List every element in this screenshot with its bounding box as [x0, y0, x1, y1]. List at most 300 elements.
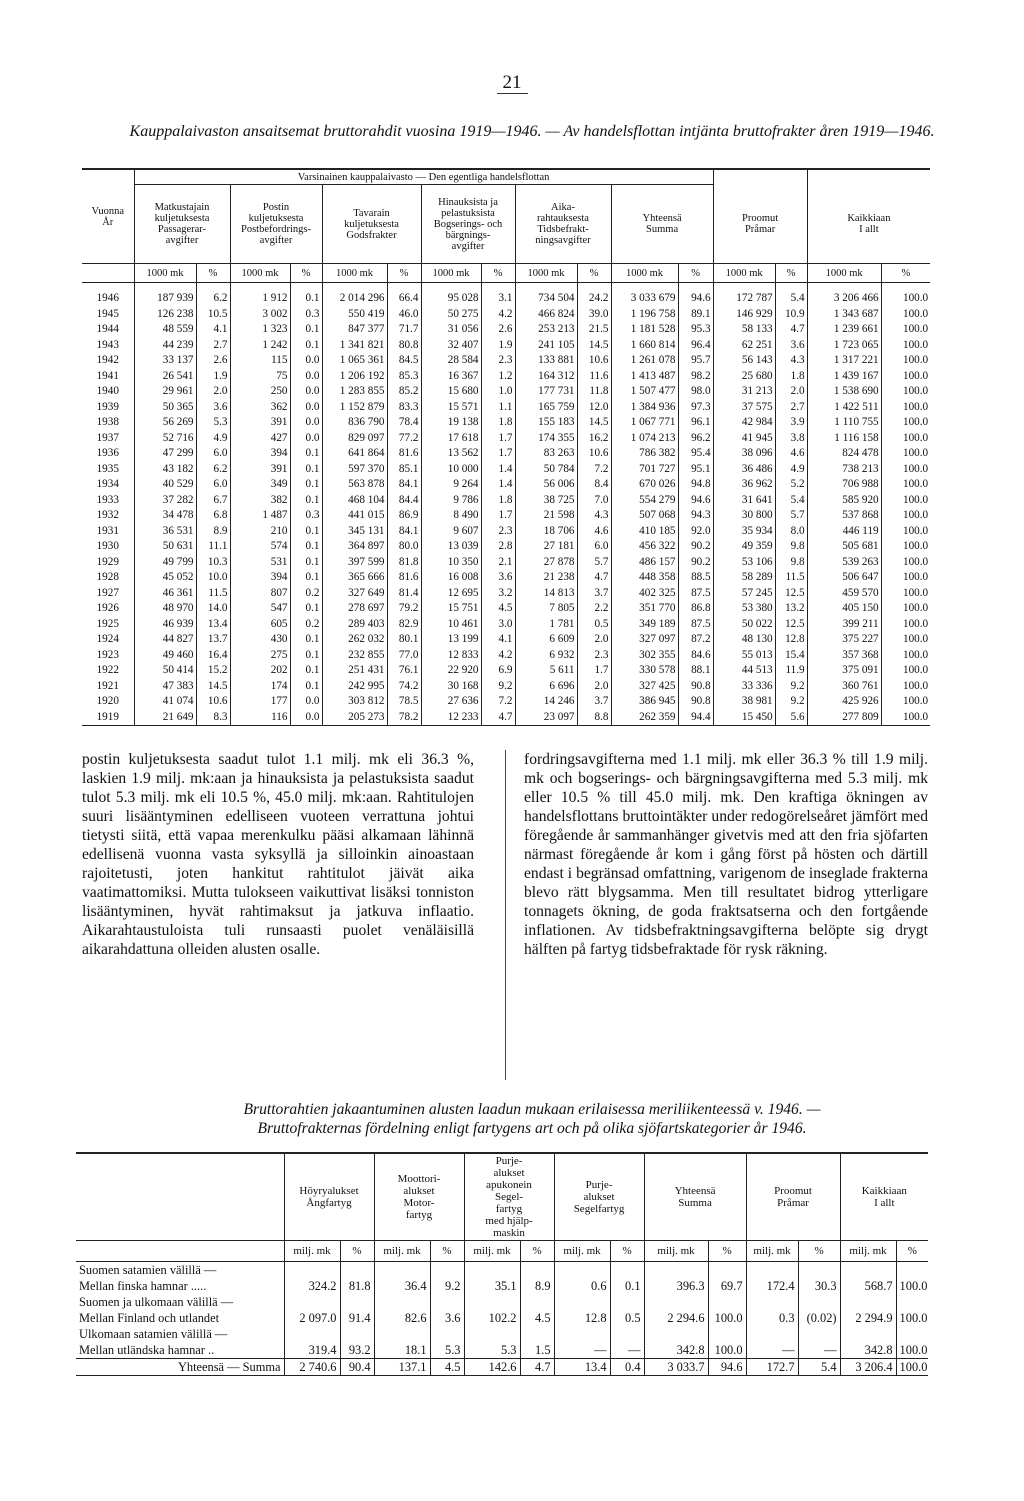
amount-cell: 1 283 855 — [322, 384, 387, 400]
amount-cell: 342.8 — [644, 1342, 708, 1359]
table-row — [82, 322, 930, 338]
amount-cell: 137.1 — [374, 1359, 430, 1376]
t2-header-motor: Moottori- alukset Motor- fartyg — [374, 1153, 464, 1241]
percent-cell: 8.0 — [775, 524, 807, 540]
percent-cell: 0.1 — [290, 555, 322, 571]
amount-cell: 50 275 — [421, 307, 481, 323]
amount-cell: 3 206 466 — [807, 283, 881, 307]
table-row — [82, 586, 930, 602]
percent-cell: 78.2 — [387, 710, 421, 726]
amount-cell: 734 504 — [515, 283, 577, 307]
percent-cell: 100.0 — [902, 338, 929, 351]
header-barges: Proomut Pråmar — [713, 185, 807, 264]
percent-cell: 14.0 — [196, 601, 230, 617]
percent-cell: 87.2 — [678, 632, 713, 648]
percent-cell: 84.4 — [387, 493, 421, 509]
amount-cell: 394 — [230, 570, 290, 586]
amount-cell: 49 359 — [713, 539, 775, 555]
percent-cell: 0.1 — [290, 283, 322, 307]
percent-cell: 94.8 — [678, 477, 713, 493]
percent-cell: 93.2 — [340, 1342, 374, 1359]
amount-cell: 6 696 — [515, 679, 577, 695]
percent-cell: 92.0 — [678, 524, 713, 540]
percent-cell: 6.7 — [196, 493, 230, 509]
year-cell: 1946 — [82, 283, 134, 307]
percent-cell: 97.3 — [678, 400, 713, 416]
percent-cell: 100.0 — [902, 416, 929, 428]
percent-cell: 2.0 — [577, 679, 611, 695]
table-row — [82, 508, 930, 524]
amount-cell: 27 181 — [515, 539, 577, 555]
amount-cell: 1 507 477 — [611, 384, 678, 400]
amount-cell: 786 382 — [611, 446, 678, 462]
amount-cell: 15 680 — [421, 384, 481, 400]
unit-percent: % — [520, 1241, 554, 1262]
amount-cell: 27 878 — [515, 555, 577, 571]
unit-percent: % — [775, 264, 807, 283]
amount-cell: 330 578 — [611, 663, 678, 679]
amount-cell: 42 984 — [713, 415, 775, 431]
unit-percent: % — [340, 1241, 374, 1262]
amount-cell: 82.6 — [374, 1310, 430, 1326]
percent-cell: 0.3 — [290, 307, 322, 323]
amount-cell: 5.3 — [464, 1342, 520, 1359]
amount-cell: 95 028 — [421, 283, 481, 307]
unit-percent: % — [290, 264, 322, 283]
percent-cell: 1.0 — [481, 384, 515, 400]
percent-cell: 0.0 — [290, 710, 322, 726]
amount-cell: 28 584 — [421, 353, 481, 369]
percent-cell: 0.1 — [290, 601, 322, 617]
amount-cell: 36 962 — [713, 477, 775, 493]
amount-cell: 10 000 — [421, 462, 481, 478]
percent-cell: 10.9 — [775, 307, 807, 323]
percent-cell: 1.7 — [481, 431, 515, 447]
amount-cell: 21 649 — [134, 710, 196, 726]
amount-cell: 52 716 — [134, 431, 196, 447]
percent-cell: 30.3 — [798, 1278, 840, 1294]
percent-cell: 5.3 — [430, 1342, 464, 1359]
amount-cell: 19 138 — [421, 415, 481, 431]
percent-cell: 80.1 — [387, 632, 421, 648]
amount-cell: 50 631 — [134, 539, 196, 555]
text-column-finnish — [82, 750, 474, 959]
amount-cell: 342.8 — [840, 1342, 896, 1359]
amount-cell: 303 812 — [322, 694, 387, 710]
amount-cell: 12.8 — [554, 1310, 610, 1326]
row-label: Yhteensä — Summa — [76, 1359, 284, 1376]
percent-cell: 84.5 — [387, 353, 421, 369]
t2-header-steam: Höyryalukset Ångfartyg — [284, 1153, 374, 1241]
amount-cell: 50 022 — [713, 617, 775, 633]
t2-header-total: Kaikkiaan I allt — [861, 1185, 907, 1209]
percent-cell: 82.9 — [387, 617, 421, 633]
amount-cell: 232 855 — [322, 648, 387, 664]
percent-cell: 0.2 — [290, 586, 322, 602]
amount-cell: 597 370 — [322, 462, 387, 478]
amount-cell: 146 929 — [713, 307, 775, 323]
table-row — [82, 601, 930, 617]
unit-amount: 1000 mk — [807, 264, 881, 283]
percent-cell: 7.2 — [577, 462, 611, 478]
percent-cell: 13.7 — [196, 632, 230, 648]
percent-cell: 2.3 — [481, 353, 515, 369]
title2-sv: Bruttofrakternas fördelning enligt fartygens art och på olika sjöfartskategorier år 1946. — [257, 1120, 807, 1137]
percent-cell: 2.7 — [775, 400, 807, 416]
percent-cell: 76.1 — [387, 663, 421, 679]
percent-cell: 6.9 — [481, 663, 515, 679]
percent-cell: 11.5 — [775, 570, 807, 586]
amount-cell: 23 097 — [515, 710, 577, 726]
percent-cell: 100.0 — [708, 1310, 746, 1326]
amount-cell: 116 — [230, 710, 290, 726]
amount-cell: 9 607 — [421, 524, 481, 540]
percent-cell: 3.6 — [430, 1310, 464, 1326]
header-sum: Yhteensä Summa — [611, 185, 713, 264]
amount-cell: 31 641 — [713, 493, 775, 509]
percent-cell: 100.0 — [902, 555, 929, 568]
percent-cell: 0.1 — [290, 493, 322, 509]
table-row — [82, 384, 930, 400]
amount-cell: 1 439 167 — [807, 369, 881, 385]
amount-cell: 1 239 661 — [807, 322, 881, 338]
percent-cell: 74.2 — [387, 679, 421, 695]
percent-cell: 13.4 — [196, 617, 230, 633]
amount-cell: 3 206.4 — [840, 1359, 896, 1376]
amount-cell: 14 813 — [515, 586, 577, 602]
amount-cell: 1 912 — [230, 283, 290, 307]
amount-cell: 46 939 — [134, 617, 196, 633]
amount-cell: 456 322 — [611, 539, 678, 555]
percent-cell: 81.6 — [387, 446, 421, 462]
amount-cell: 327 649 — [322, 586, 387, 602]
percent-cell: 11.8 — [577, 384, 611, 400]
percent-cell: 6.8 — [196, 508, 230, 524]
percent-cell: 1.8 — [481, 493, 515, 509]
amount-cell: 2 014 296 — [322, 283, 387, 307]
amount-cell: 36 531 — [134, 524, 196, 540]
table-row — [76, 1278, 928, 1294]
amount-cell: 43 182 — [134, 462, 196, 478]
year-cell: 1929 — [82, 555, 134, 571]
percent-cell: 3.6 — [196, 400, 230, 416]
percent-cell: 90.2 — [678, 555, 713, 571]
percent-cell: 10.6 — [577, 353, 611, 369]
amount-cell: 36.4 — [374, 1278, 430, 1294]
amount-cell: 365 666 — [322, 570, 387, 586]
percent-cell: 100.0 — [902, 478, 929, 490]
table-row — [76, 1359, 928, 1376]
percent-cell: 100.0 — [896, 1359, 928, 1376]
percent-cell: 1.9 — [481, 338, 515, 354]
percent-cell: 0.1 — [290, 663, 322, 679]
percent-cell: 2.3 — [577, 648, 611, 664]
amount-cell: 430 — [230, 632, 290, 648]
percent-cell: 6.0 — [196, 477, 230, 493]
amount-cell: 641 864 — [322, 446, 387, 462]
header-postal: Postin kuljetuksesta Postbefordrings- avgifter — [230, 185, 322, 264]
percent-cell: 0.1 — [290, 446, 322, 462]
amount-cell: 18 706 — [515, 524, 577, 540]
amount-cell: 56 269 — [134, 415, 196, 431]
amount-cell: 242 995 — [322, 679, 387, 695]
amount-cell: 466 824 — [515, 307, 577, 323]
percent-cell: 8.9 — [520, 1278, 554, 1294]
percent-cell: 100.0 — [902, 540, 929, 552]
amount-cell: 50 365 — [134, 400, 196, 416]
percent-cell: 0.3 — [290, 508, 322, 524]
percent-cell: 15.4 — [775, 648, 807, 664]
amount-cell: 16 008 — [421, 570, 481, 586]
percent-cell: 80.0 — [387, 539, 421, 555]
percent-cell: 100.0 — [708, 1342, 746, 1359]
year-cell: 1942 — [82, 353, 134, 369]
percent-cell: 100.0 — [902, 462, 929, 475]
freight-distribution-table — [76, 1152, 928, 1376]
amount-cell: 83 263 — [515, 446, 577, 462]
amount-cell: 174 355 — [515, 431, 577, 447]
amount-cell: 345 131 — [322, 524, 387, 540]
unit-amount: milj. mk — [464, 1241, 520, 1262]
amount-cell: 15 450 — [713, 710, 775, 726]
percent-cell: 100.0 — [902, 354, 929, 366]
amount-cell: 550 419 — [322, 307, 387, 323]
percent-cell: 84.1 — [387, 477, 421, 493]
percent-cell: 2.0 — [196, 384, 230, 400]
amount-cell: 807 — [230, 586, 290, 602]
percent-cell: 94.4 — [678, 710, 713, 726]
percent-cell: 0.1 — [290, 632, 322, 648]
t2-header-barges: Proomut Pråmar — [746, 1153, 840, 1241]
percent-cell: 85.2 — [387, 384, 421, 400]
amount-cell: 302 355 — [611, 648, 678, 664]
percent-cell: 4.6 — [775, 446, 807, 462]
title-separator: — — [545, 123, 560, 140]
amount-cell: 37 282 — [134, 493, 196, 509]
amount-cell: 391 — [230, 415, 290, 431]
percent-cell: 1.2 — [481, 369, 515, 385]
amount-cell: 41 945 — [713, 431, 775, 447]
percent-cell: 5.2 — [775, 477, 807, 493]
percent-cell: 5.7 — [577, 555, 611, 571]
column-divider — [505, 750, 506, 1080]
unit-percent: % — [881, 264, 930, 283]
percent-cell: 4.7 — [520, 1359, 554, 1376]
unit-amount: 1000 mk — [322, 264, 387, 283]
percent-cell: 1.4 — [481, 462, 515, 478]
unit-percent: % — [708, 1241, 746, 1262]
unit-amount: 1000 mk — [611, 264, 678, 283]
percent-cell: 4.7 — [775, 322, 807, 338]
amount-cell: — — [746, 1342, 798, 1359]
amount-cell: 505 681 — [807, 539, 881, 555]
percent-cell: 3.1 — [481, 283, 515, 307]
amount-cell: 27 636 — [421, 694, 481, 710]
t2-units-row — [76, 1241, 928, 1262]
amount-cell: 9 264 — [421, 477, 481, 493]
unit-percent: % — [610, 1241, 644, 1262]
amount-cell: 187 939 — [134, 283, 196, 307]
table2-title — [82, 1100, 982, 1138]
amount-cell: 36 486 — [713, 462, 775, 478]
percent-cell: 9.8 — [775, 539, 807, 555]
percent-cell: 6.2 — [196, 462, 230, 478]
percent-cell: 81.8 — [387, 555, 421, 571]
table-row — [82, 679, 930, 695]
amount-cell: 47 383 — [134, 679, 196, 695]
percent-cell: 0.0 — [290, 353, 322, 369]
amount-cell: 468 104 — [322, 493, 387, 509]
percent-cell: 88.5 — [678, 570, 713, 586]
table-row — [82, 570, 930, 586]
percent-cell: 0.1 — [290, 648, 322, 664]
unit-percent: % — [387, 264, 421, 283]
percent-cell: 4.5 — [481, 601, 515, 617]
percent-cell: 0.1 — [290, 462, 322, 478]
percent-cell: 1.1 — [481, 400, 515, 416]
amount-cell: 506 647 — [807, 570, 881, 586]
percent-cell: 2.0 — [577, 632, 611, 648]
amount-cell: 1 660 814 — [611, 338, 678, 354]
amount-cell: 21 598 — [515, 508, 577, 524]
amount-cell: 15 751 — [421, 601, 481, 617]
percent-cell: 10.5 — [196, 307, 230, 323]
amount-cell: 165 759 — [515, 400, 577, 416]
percent-cell: 100.0 — [902, 602, 929, 614]
percent-cell: 100.0 — [902, 292, 929, 304]
amount-cell: 824 478 — [807, 446, 881, 462]
percent-cell: 98.0 — [678, 384, 713, 400]
amount-cell: 547 — [230, 601, 290, 617]
amount-cell: 164 312 — [515, 369, 577, 385]
percent-cell: 86.8 — [678, 601, 713, 617]
unit-amount: 1000 mk — [134, 264, 196, 283]
percent-cell: 0.0 — [290, 400, 322, 416]
percent-cell: 16.4 — [196, 648, 230, 664]
amount-cell: 554 279 — [611, 493, 678, 509]
amount-cell: 29 961 — [134, 384, 196, 400]
percent-cell: 100.0 — [902, 633, 929, 645]
unit-amount: 1000 mk — [713, 264, 775, 283]
amount-cell: 1 242 — [230, 338, 290, 354]
percent-cell: 94.3 — [678, 508, 713, 524]
title-fi: Kauppalaivaston ansaitsemat bruttorahdit vuosina 1919—1946. — [129, 123, 542, 140]
unit-amount: milj. mk — [374, 1241, 430, 1262]
percent-cell: 3.7 — [577, 586, 611, 602]
amount-cell: 210 — [230, 524, 290, 540]
amount-cell: 33 137 — [134, 353, 196, 369]
amount-cell: 1 323 — [230, 322, 290, 338]
percent-cell: 12.0 — [577, 400, 611, 416]
year-header: Vuonna År — [82, 169, 134, 264]
table-row — [82, 353, 930, 369]
year-cell: 1939 — [82, 400, 134, 416]
amount-cell: 396.3 — [644, 1278, 708, 1294]
amount-cell: 38 725 — [515, 493, 577, 509]
amount-cell: 56 006 — [515, 477, 577, 493]
percent-cell: 1.8 — [775, 369, 807, 385]
amount-cell: 32 407 — [421, 338, 481, 354]
percent-cell: 6.0 — [577, 539, 611, 555]
amount-cell: 133 881 — [515, 353, 577, 369]
percent-cell: 9.2 — [775, 694, 807, 710]
percent-cell: 98.2 — [678, 369, 713, 385]
amount-cell: 38 981 — [713, 694, 775, 710]
amount-cell: 1 196 758 — [611, 307, 678, 323]
category-heading-row — [76, 1326, 928, 1342]
row-label: Mellan utländska hamnar .. — [76, 1342, 284, 1359]
percent-cell: 2.8 — [481, 539, 515, 555]
amount-cell: 21 238 — [515, 570, 577, 586]
percent-cell: 100.0 — [902, 571, 929, 583]
percent-cell: 7.2 — [481, 694, 515, 710]
unit-amount: milj. mk — [554, 1241, 610, 1262]
amount-cell: 57 245 — [713, 586, 775, 602]
percent-cell: 46.0 — [387, 307, 421, 323]
percent-cell: 0.1 — [290, 338, 322, 354]
amount-cell: 405 150 — [807, 601, 881, 617]
percent-cell: 6.0 — [196, 446, 230, 462]
amount-cell: — — [554, 1342, 610, 1359]
percent-cell: 0.1 — [290, 322, 322, 338]
percent-cell: 1.7 — [481, 508, 515, 524]
amount-cell: 12 233 — [421, 710, 481, 726]
title-sv: Av handelsflottan intjänta bruttofrakter åren 1919—1946. — [563, 123, 935, 140]
percent-cell: 3.7 — [577, 694, 611, 710]
percent-cell: 0.4 — [610, 1359, 644, 1376]
percent-cell: 94.6 — [708, 1359, 746, 1376]
percent-cell: 83.3 — [387, 400, 421, 416]
percent-cell: — — [798, 1342, 840, 1359]
amount-cell: 115 — [230, 353, 290, 369]
amount-cell: 2 740.6 — [284, 1359, 340, 1376]
amount-cell: 202 — [230, 663, 290, 679]
amount-cell: 829 097 — [322, 431, 387, 447]
unit-percent: % — [481, 264, 515, 283]
amount-cell: 49 799 — [134, 555, 196, 571]
percent-cell: 16.2 — [577, 431, 611, 447]
percent-cell: 14.5 — [196, 679, 230, 695]
percent-cell: 100.0 — [902, 447, 929, 459]
amount-cell: 605 — [230, 617, 290, 633]
percent-cell: 88.1 — [678, 663, 713, 679]
percent-cell: 24.2 — [577, 283, 611, 307]
amount-cell: 10 350 — [421, 555, 481, 571]
percent-cell: 3.6 — [775, 338, 807, 354]
percent-cell: 81.6 — [387, 570, 421, 586]
percent-cell: 8.8 — [577, 710, 611, 726]
category-heading: Ulkomaan satamien välillä — — [76, 1326, 284, 1342]
amount-cell: 531 — [230, 555, 290, 571]
title2-fi: Bruttorahtien jakaantuminen alusten laadun mukaan erilaisessa meriliikenteessä v. 1946. — — [243, 1101, 821, 1118]
percent-cell: 77.0 — [387, 648, 421, 664]
amount-cell: 262 032 — [322, 632, 387, 648]
percent-cell: 77.2 — [387, 431, 421, 447]
percent-cell: 100.0 — [902, 400, 929, 413]
year-cell: 1921 — [82, 679, 134, 695]
percent-cell: 91.4 — [340, 1310, 374, 1326]
amount-cell: 7 805 — [515, 601, 577, 617]
amount-cell: 394 — [230, 446, 290, 462]
amount-cell: 327 425 — [611, 679, 678, 695]
percent-cell: 4.7 — [481, 710, 515, 726]
unit-amount: 1000 mk — [230, 264, 290, 283]
percent-cell: 0.2 — [290, 617, 322, 633]
unit-percent: % — [896, 1241, 928, 1262]
t2-header-aux-sail: Purje- alukset apukonein Segel- fartyg med hjälp- maskin — [464, 1153, 554, 1241]
percent-cell: 5.6 — [775, 710, 807, 726]
percent-cell: 0.5 — [577, 617, 611, 633]
